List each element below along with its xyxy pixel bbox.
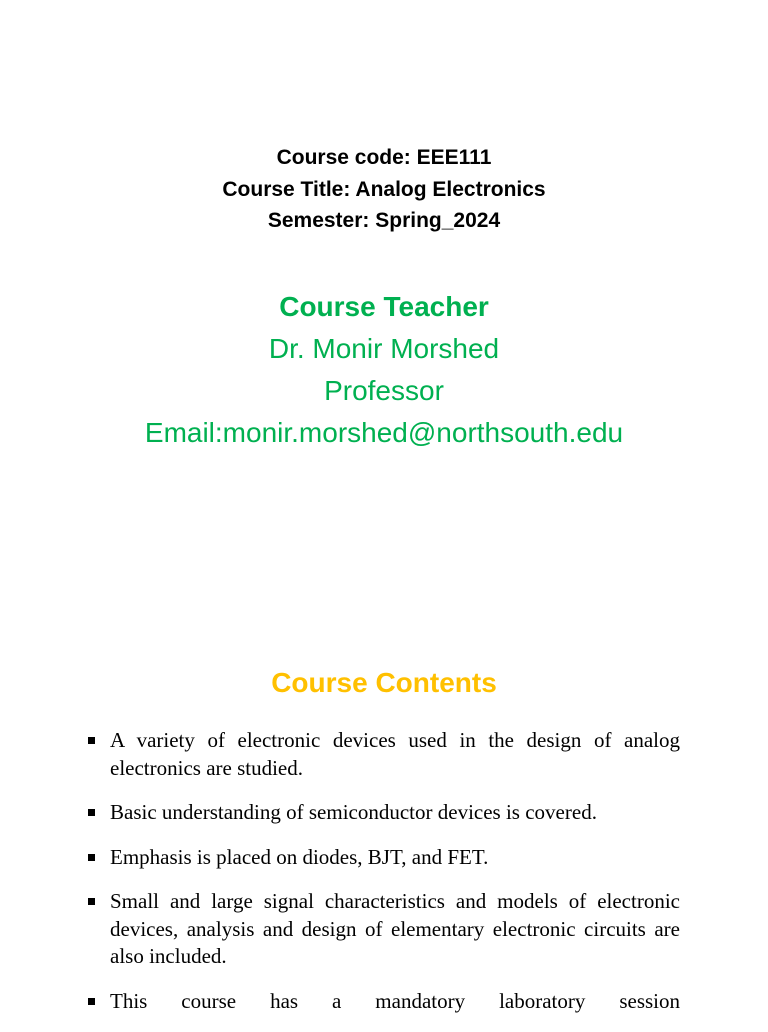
square-bullet-icon [88,737,95,744]
list-item [88,727,680,782]
square-bullet-icon [88,854,95,861]
semester: Semester: Spring_2024 [267,209,501,232]
teacher-email: Email:monir.morshed@northsouth.edu [144,417,624,448]
bullet-text: Emphasis is placed on diodes, BJT, and FET. [110,844,489,869]
list-item [88,799,680,827]
teacher-position: Professor [324,375,444,406]
bullet-text: This course has a mandatory laboratory session [110,988,680,1013]
contents-heading: Course Contents [271,667,497,698]
bullet-text: A variety of electronic devices used in the design of analog electronics are studied. [110,728,680,780]
course-info [0,142,768,237]
square-bullet-icon [88,809,95,816]
bullet-text: Basic understanding of semiconductor devices is covered. [110,800,597,824]
square-bullet-icon [88,898,95,905]
list-item [88,888,680,971]
square-bullet-icon [88,998,95,1005]
list-item [88,844,680,872]
teacher-name: Dr. Monir Morshed [268,333,500,364]
bullet-text: Small and large signal characteristics and models of electronic devices, analysis and design of elementary electronic circuits are also included. [110,889,680,968]
teacher-block [0,286,768,454]
teacher-heading: Course Teacher [279,291,489,322]
contents-list [88,727,680,1032]
course-title: Course Title: Analog Electronics [222,177,546,201]
contents-slide [0,620,768,1024]
list-item [88,988,680,1016]
course-code: Course code: EEE111 [276,146,492,169]
